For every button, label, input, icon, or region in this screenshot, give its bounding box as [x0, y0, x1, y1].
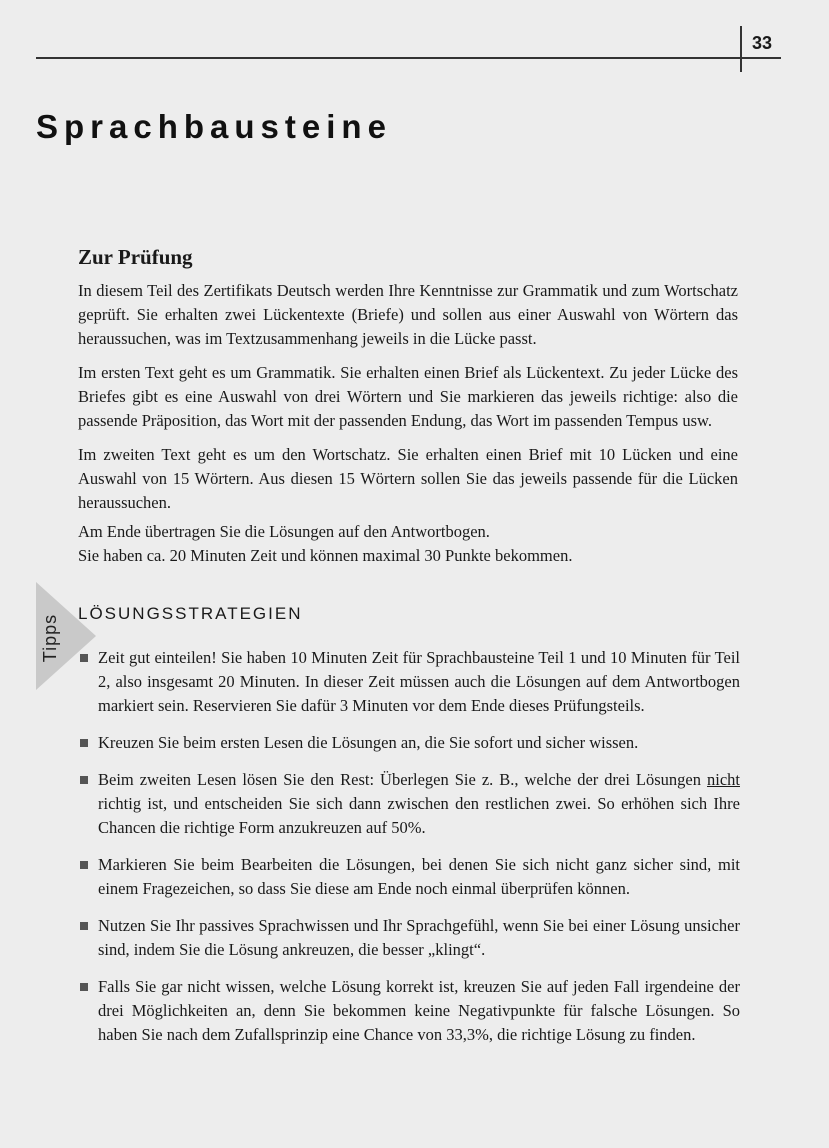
strategy-list — [78, 646, 740, 1060]
page-number: 33 — [752, 33, 773, 53]
square-bullet-icon — [80, 983, 88, 991]
list-item — [78, 914, 740, 962]
square-bullet-icon — [80, 654, 88, 662]
strategy-text: Kreuzen Sie beim ersten Lesen die Lösungen an, die Sie sofort und sicher wissen. — [98, 733, 639, 752]
header-rule — [36, 57, 781, 59]
strategy-text: Falls Sie gar nicht wissen, welche Lösung korrekt ist, kreuzen Sie auf jeden Fall irgendeine der drei Möglichkeiten an, denn Sie bekommen keine Negativpunkte für falsche Lösungen. So haben Sie nach dem Zufallsprinzip eine Chance von 33,3%, die richtige Lösung zu finden. — [98, 977, 740, 1044]
intro-paragraph: Im zweiten Text geht es um den Wortschatz. Sie erhalten einen Brief mit 10 Lücken und eine Auswahl von 15 Wörtern. Aus diesen 15 Wörtern sollen Sie das jeweils passende für die Lücken heraussuchen. — [78, 445, 738, 512]
intro-paragraph: Im ersten Text geht es um Grammatik. Sie erhalten einen Brief als Lückentext. Zu jeder Lücke des Briefes gibt es eine Auswahl von drei Wörtern und Sie markieren das jeweils richtige: also die passende Präposition, das Wort mit der passenden Endung, das Wort im passenden Tempus usw. — [78, 363, 738, 430]
page-number-rule — [740, 26, 742, 72]
strategy-text: Nutzen Sie Ihr passives Sprachwissen und Ihr Sprachgefühl, wenn Sie bei einer Lösung unsicher sind, indem Sie die Lösung ankreuzen, die besser „klingt“. — [98, 916, 740, 959]
intro-paragraph: In diesem Teil des Zertifikats Deutsch werden Ihre Kenntnisse zur Grammatik und zum Wortschatz geprüft. Sie erhalten zwei Lückentexte (Briefe) und sollen aus einer Auswahl von Wörtern das heraussuchen, was im Textzusammenhang jeweils in die Lücke passt. — [78, 281, 738, 348]
closing-line: Sie haben ca. 20 Minuten Zeit und können maximal 30 Punkte bekommen. — [78, 546, 573, 565]
tips-tab-label: Tipps — [40, 613, 60, 663]
section-heading-zur-pruefung: Zur Prüfung — [78, 245, 193, 269]
list-item — [78, 768, 740, 840]
intro-text — [78, 279, 738, 525]
square-bullet-icon — [80, 739, 88, 747]
square-bullet-icon — [80, 922, 88, 930]
strategy-text-post: richtig ist, und entscheiden Sie sich dann zwischen den restlichen zwei. So erhöhen sich Ihre Chancen die richtige Form anzukreuzen auf 50%. — [98, 794, 740, 837]
strategy-text-pre: Beim zweiten Lesen lösen Sie den Rest: Überlegen Sie z. B., welche der drei Lösungen — [98, 770, 707, 789]
list-item — [78, 975, 740, 1047]
strategy-text-underlined: nicht — [707, 770, 740, 789]
closing-line: Am Ende übertragen Sie die Lösungen auf den Antwortbogen. — [78, 522, 490, 541]
list-item — [78, 731, 740, 755]
strategies-heading: LÖSUNGSSTRATEGIEN — [78, 604, 303, 623]
closing-text — [78, 520, 738, 568]
strategy-text: Markieren Sie beim Bearbeiten die Lösungen, bei denen Sie sich nicht ganz sicher sind, mit einem Fragezeichen, so dass Sie diese am Ende noch einmal überprüfen können. — [98, 855, 740, 898]
page-title: Sprachbausteine — [36, 108, 392, 145]
strategy-text: Zeit gut einteilen! Sie haben 10 Minuten Zeit für Sprachbausteine Teil 1 und 10 Minuten für Teil 2, also insgesamt 20 Minuten. In dieser Zeit müssen auch die Lösungen auf dem Antwortbogen markiert sein. Reservieren Sie dafür 3 Minuten vor dem Ende dieses Prüfungsteils. — [98, 648, 740, 715]
square-bullet-icon — [80, 776, 88, 784]
list-item — [78, 646, 740, 718]
list-item — [78, 853, 740, 901]
square-bullet-icon — [80, 861, 88, 869]
